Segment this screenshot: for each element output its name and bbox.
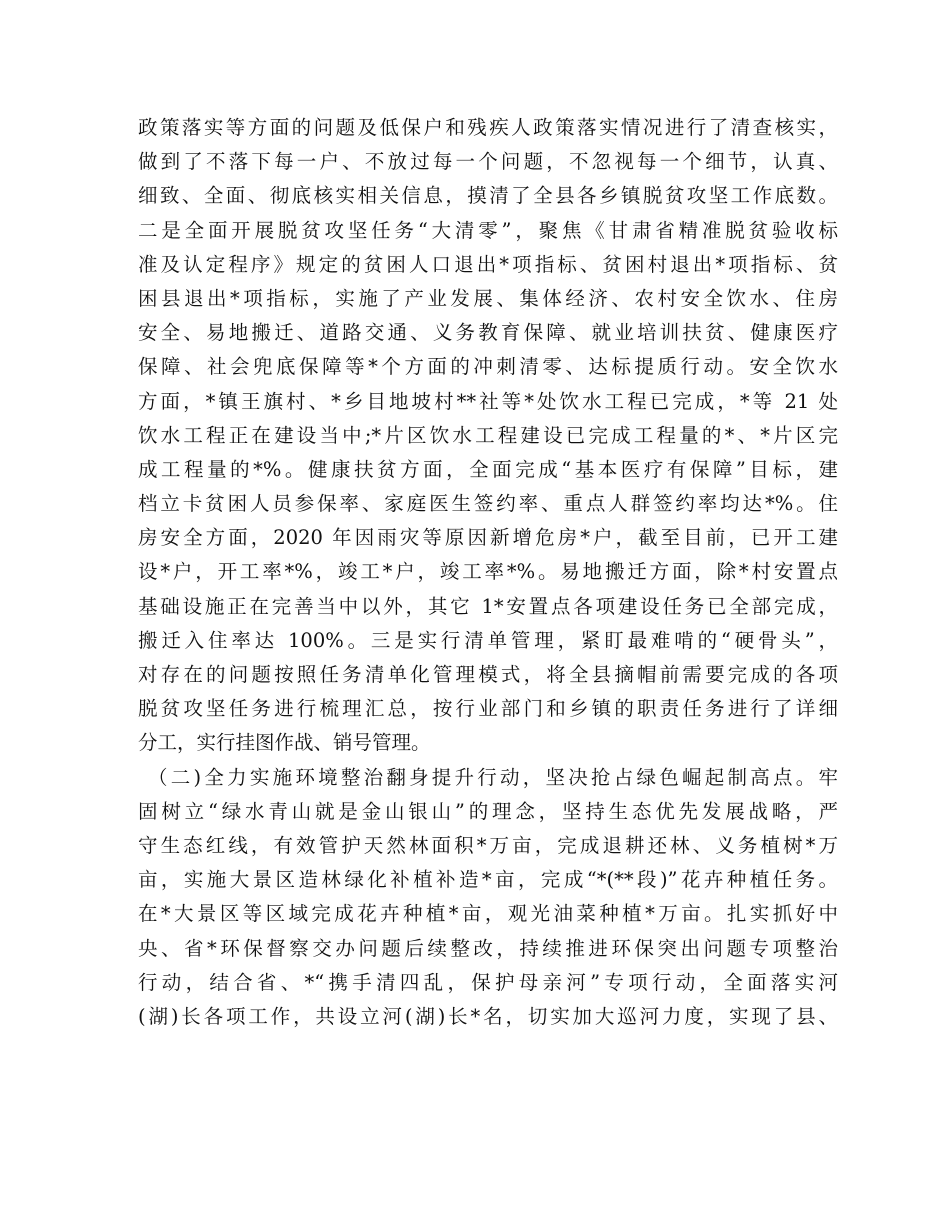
text-line: 设*户，开工率*%，竣工*户，竣工率*%。易地搬迁方面，除*村安置点: [138, 560, 838, 584]
text-line: 脱贫攻坚任务进行梳理汇总，按行业部门和乡镇的职责任务进行了详细: [138, 697, 838, 721]
text-line: 亩，实施大景区造林绿化补植补造*亩，完成“*(**段)”花卉种植任务。: [138, 868, 838, 892]
text-line: 困县退出*项指标，实施了产业发展、集体经济、农村安全饮水、住房: [138, 286, 838, 310]
text-line: 档立卡贫困人员参保率、家庭医生签约率、重点人群签约率均达*%。住: [138, 492, 838, 516]
text-line: 守生态红线，有效管护天然林面积*万亩，完成退耕还林、义务植树*万: [138, 833, 838, 857]
text-line: 做到了不落下每一户、不放过每一个问题，不忽视每一个细节，认真、: [138, 150, 838, 174]
text-line: 房安全方面，2020 年因雨灾等原因新增危房*户，截至目前，已开工建: [138, 526, 838, 550]
text-line: 饮水工程正在建设当中;*片区饮水工程建设已完成工程量的*、*片区完: [138, 423, 838, 447]
text-line: 方面，*镇王旗村、*乡目地坡村**社等*处饮水工程已完成，*等 21 处: [138, 389, 838, 413]
text-line: 准及认定程序》规定的贫困人口退出*项指标、贫困村退出*项指标、贫: [138, 252, 838, 276]
text-line: (湖)长各项工作，共设立河(湖)长*名，切实加大巡河力度，实现了县、: [138, 1004, 838, 1028]
text-line: 固树立“绿水青山就是金山银山”的理念，坚持生态优先发展战略，严: [138, 799, 838, 823]
text-line: 对存在的问题按照任务清单化管理模式，将全县摘帽前需要完成的各项: [138, 663, 838, 686]
text-line: 保障、社会兜底保障等*个方面的冲刺清零、达标提质行动。安全饮水: [138, 355, 838, 379]
section-heading-line: （二)全力实施环境整治翻身提升行动，坚决抢占绿色崛起制高点。牢: [148, 765, 838, 789]
text-line: 在*大景区等区域完成花卉种植*亩，观光油菜种植*万亩。扎实抓好中: [138, 902, 838, 926]
text-line: 基础设施正在完善当中以外，其它 1*安置点各项建设任务已全部完成，: [138, 594, 838, 618]
text-line: 成工程量的*%。健康扶贫方面，全面完成“基本医疗有保障”目标，建: [138, 457, 838, 481]
body-text: [138, 111, 838, 1034]
text-line: 分工，实行挂图作战、销号管理。: [138, 731, 431, 755]
text-line: 政策落实等方面的问题及低保户和残疾人政策落实情况进行了清查核实，: [138, 116, 838, 139]
text-line: 搬迁入住率达 100%。三是实行清单管理，紧盯最难啃的“硬骨头”，: [138, 628, 838, 652]
text-line: 央、省*环保督察交办问题后续整改，持续推进环保突出问题专项整治: [138, 936, 838, 960]
text-line: 细致、全面、彻底核实相关信息，摸清了全县各乡镇脱贫攻坚工作底数。: [138, 184, 838, 208]
text-line: 安全、易地搬迁、道路交通、义务教育保障、就业培训扶贫、健康医疗: [138, 321, 838, 345]
text-line: 二是全面开展脱贫攻坚任务“大清零”，聚焦《甘肃省精准脱贫验收标: [138, 218, 838, 242]
text-line: 行动，结合省、*“携手清四乱，保护母亲河”专项行动，全面落实河: [138, 970, 838, 994]
